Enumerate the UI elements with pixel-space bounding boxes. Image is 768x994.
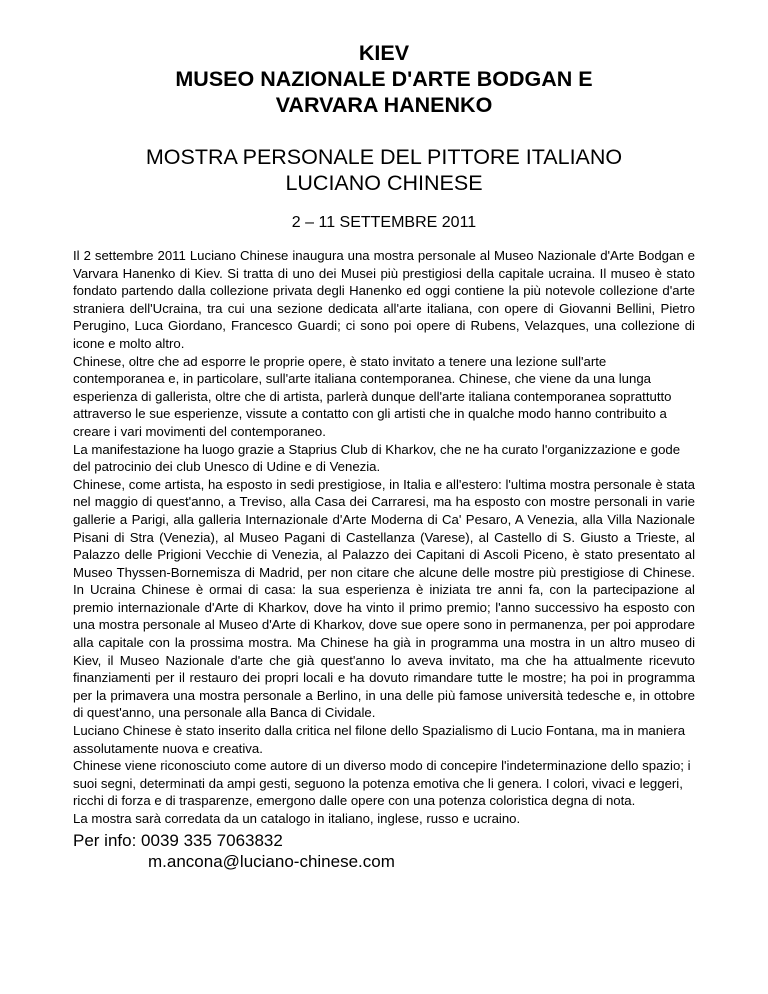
- paragraph-exhibitions: Chinese, come artista, ha esposto in sedi prestigiose, in Italia e all'estero: l'ultima mostra personale è stata nel maggio di quest'anno, a Treviso, alla Casa dei Carraresi, ma ha esposto con mostre personali in varie gallerie a Parigi, alla galleria Internazionale d'Arte Moderna di Ca' Pesaro, A Venezia, alla Villa Nazionale Pisani di Stra (Venezia), al Museo Pagani di Castellanza (Varese), al Castello di S. Giusto a Trieste, al Palazzo delle Prigioni Vecchie di Venezia, al Palazzo dei Capitani di Ascoli Piceno, è stato presentato al Museo Thyssen-Bornemisza di Madrid, per non citare che alcune delle mostre più prestigiose di Chinese. In Ucraina Chinese è ormai di casa: la sua esperienza è iniziata tre anni fa, con la partecipazione al premio internazionale d'Arte di Kharkov, dove ha vinto il primo premio; l'anno successivo ha esposto con una mostra personale al Museo d'Arte di Kharkov, dove sue opere sono in permanenza, per poi approdare alla capitale con la prossima mostra. Ma Chinese ha già in programma una mostra in un altro museo di Kiev, il Museo Nazionale d'arte che già quest'anno lo aveva invitato, ma che ha attualmente ricevuto finanziamenti per il restauro dei propri locali e ha dovuto rimandare tutte le mostre; ha poi in programma per la primavera una mostra personale a Berlino, in una delle più famose università tedesche e, in ottobre di quest'anno, una personale alla Banca di Cividale.: [73, 476, 695, 721]
- body-text: [73, 247, 695, 828]
- exhibition-dates: 2 – 11 SETTEMBRE 2011: [291, 214, 477, 231]
- subtitle: [73, 144, 695, 196]
- paragraph-lecture: Chinese, oltre che ad esporre le proprie opere, è stato invitato a tenere una lezione sull'arte contemporanea e, in particolare, sull'arte italiana contemporanea. Chinese, che viene da una lunga esperienza di gallerista, oltre che di artista, parlerà dunque dell'arte italiana contemporanea soprattutto attraverso le sue esperienze, vissute a contatto con gli artisti che in qualche modo hanno contribuito a creare i vari movimenti del contemporaneo.: [73, 353, 672, 439]
- paragraph-style: Chinese viene riconosciuto come autore di un diverso modo di concepire l'indeterminazione dello spazio; i suoi segni, determinati da ampi gesti, seguono la potenza emotiva che li genera. I colori, vivaci e leggeri, ricchi di forza e di trasparenze, emergono dalle opere con una potenza coloristica degna di nota.: [73, 758, 691, 809]
- header-museum-line1: MUSEO NAZIONALE D'ARTE BODGAN E: [175, 67, 593, 91]
- subtitle-line1: MOSTRA PERSONALE DEL PITTORE ITALIANO: [145, 145, 623, 169]
- paragraph-organization: La manifestazione ha luogo grazie a Staprius Club di Kharkov, che ne ha curato l'organizzazione e gode del patrocinio dei club Unesco di Udine e di Venezia.: [73, 441, 681, 475]
- subtitle-line2: LUCIANO CHINESE: [285, 171, 483, 195]
- header-museum-line2: VARVARA HANENKO: [275, 93, 493, 117]
- contact-phone: Per info: 0039 335 7063832: [73, 830, 283, 850]
- header-city: KIEV: [358, 41, 410, 65]
- paragraph-critics: Luciano Chinese è stato inserito dalla critica nel filone dello Spazialismo di Lucio Fontana, ma in maniera assolutamente nuova e creativa.: [73, 723, 686, 756]
- header: [73, 0, 695, 118]
- contact-info: [73, 830, 695, 872]
- paragraph-catalog: La mostra sarà corredata da un catalogo in italiano, inglese, russo e ucraino.: [73, 811, 521, 826]
- paragraph-museum: Il 2 settembre 2011 Luciano Chinese inaugura una mostra personale al Museo Nazionale d'Arte Bodgan e Varvara Hanenko di Kiev. Si tratta di uno dei Musei più prestigiosi della capitale ucraina. Il museo è stato fondato partendo dalla collezione privata degli Hanenko ed oggi contiene la più notevole collezione d'arte straniera dell'Ucraina, tra cui una sezione dedicata all'arte italiana, con opere di Giovanni Bellini, Pietro Perugino, Luca Giordano, Francesco Guardi; ci sono poi opere di Rubens, Velazques, una collezione di icone e molto altro.: [73, 248, 695, 351]
- contact-email[interactable]: m.ancona@luciano-chinese.com: [148, 851, 395, 871]
